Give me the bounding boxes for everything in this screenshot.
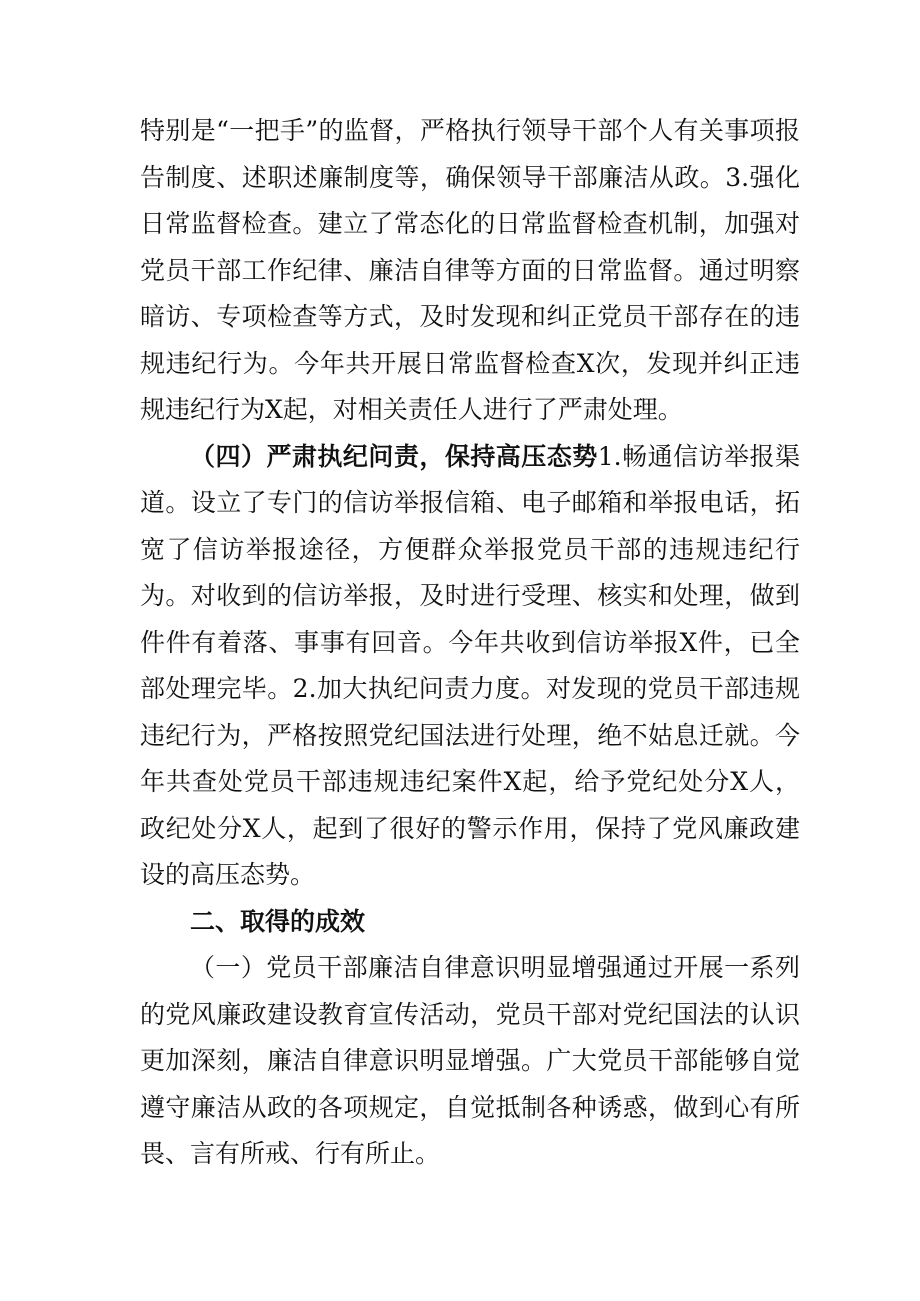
document-body	[140, 108, 800, 1178]
paragraph-achievement-one	[140, 945, 800, 1178]
paragraph-section-four	[140, 434, 800, 899]
paragraph-text: 1.畅通信访举报渠道。设立了专门的信访举报信箱、电子邮箱和举报电话，拓宽了信访举报途径，方便群众举报党员干部的违规违纪行为。对收到的信访举报，及时进行受理、核实和处理，做到件件有着落、事事有回音。今年共收到信访举报X件，已全部处理完毕。2.加大执纪问责力度。对发现的党员干部违规违纪行为，严格按照党纪国法进行处理，绝不姑息迁就。今年共查处党员干部违规违纪案件X起，给予党纪处分X人，政纪处分X人，起到了很好的警示作用，保持了党风廉政建设的高压态势。	[140, 441, 800, 889]
section-heading-inline: （四）严肃执纪问责，保持高压态势	[190, 441, 598, 471]
section-heading: 二、取得的成效	[190, 906, 366, 936]
paragraph-text: 特别是“一把手”的监督，严格执行领导干部个人有关事项报告制度、述职述廉制度等，确保领导干部廉洁从政。3.强化日常监督检查。建立了常态化的日常监督检查机制，加强对党员干部工作纪律、廉洁自律等方面的日常监督。通过明察暗访、专项检查等方式，及时发现和纠正党员干部存在的违规违纪行为。今年共开展日常监督检查X次，发现并纠正违规违纪行为X起，对相关责任人进行了严肃处理。	[140, 116, 800, 424]
paragraph-continuation	[140, 108, 800, 434]
paragraph-text: （一）党员干部廉洁自律意识明显增强通过开展一系列的党风廉政建设教育宣传活动，党员干部对党纪国法的认识更加深刻，廉洁自律意识明显增强。广大党员干部能够自觉遵守廉洁从政的各项规定，自觉抵制各种诱惑，做到心有所畏、言有所戒、行有所止。	[140, 953, 800, 1168]
section-heading-achievements	[140, 899, 800, 946]
